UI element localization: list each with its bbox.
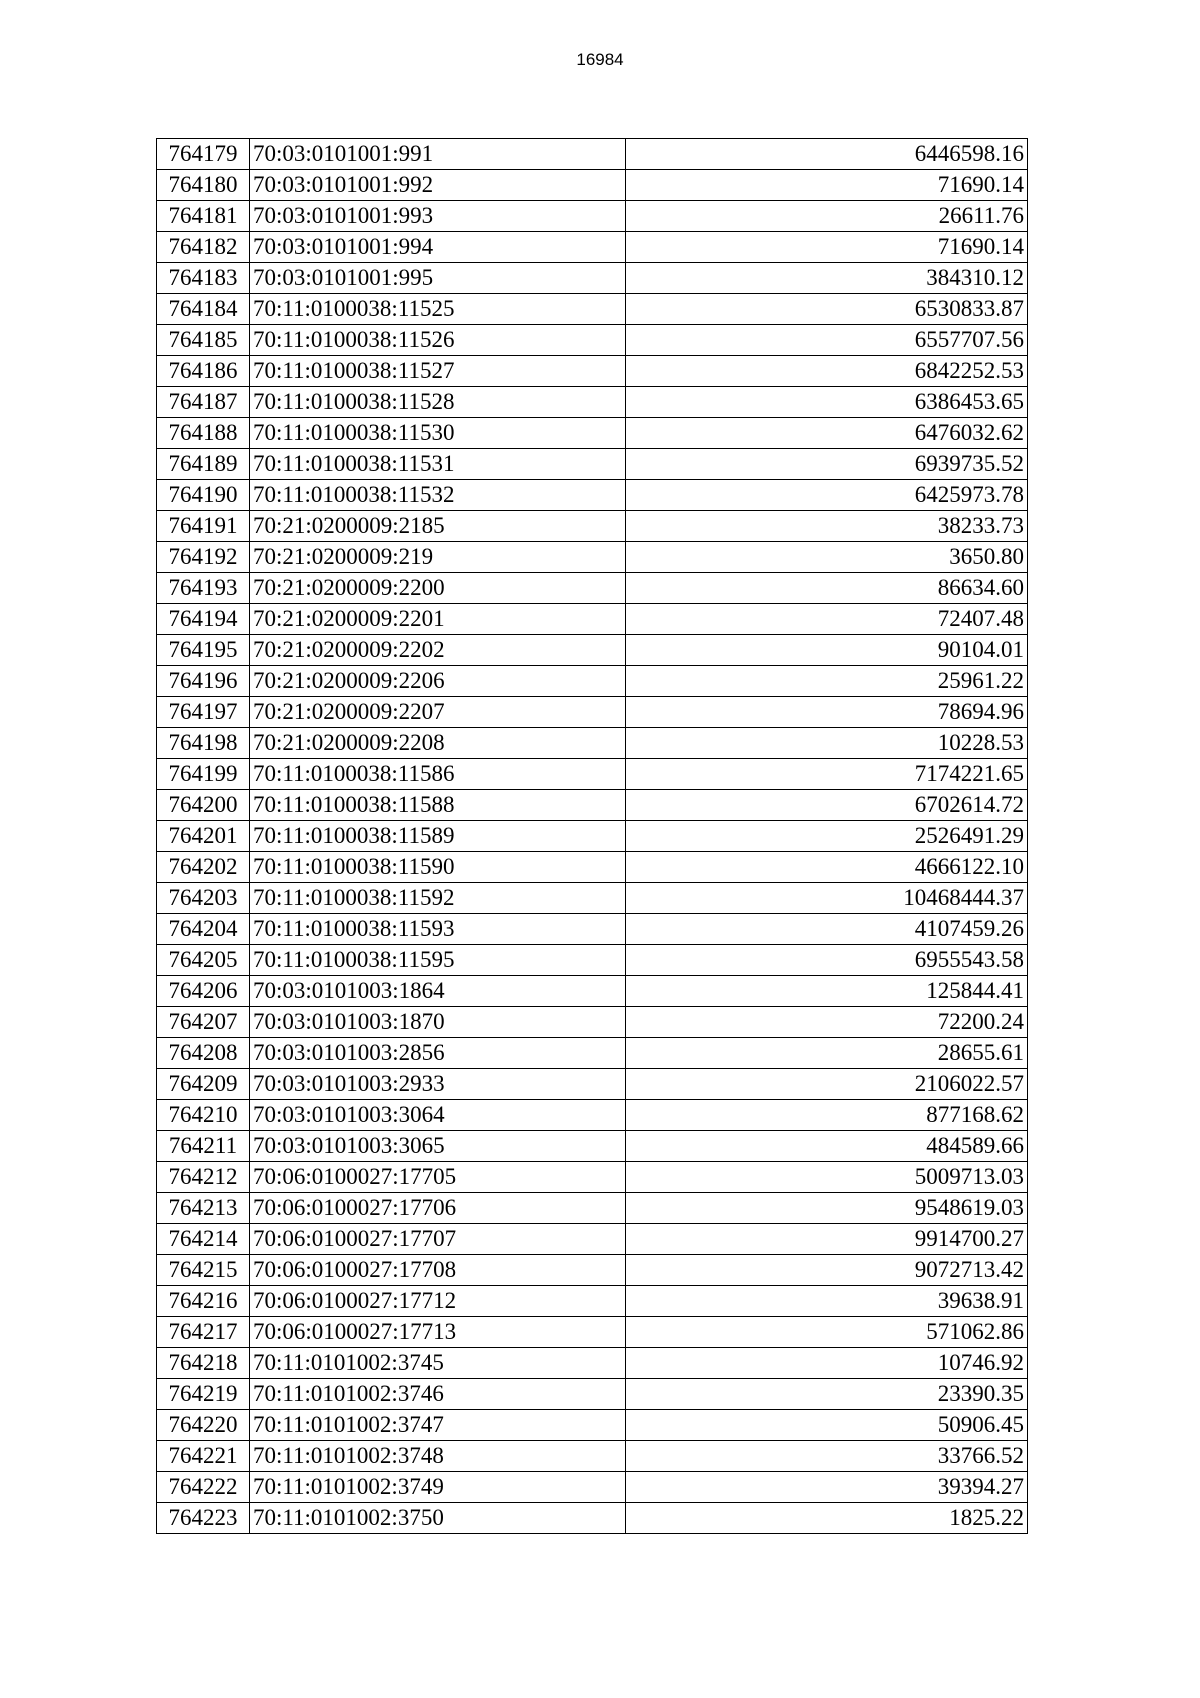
value-cell: 571062.86 — [626, 1317, 1028, 1348]
row-id-cell: 764196 — [157, 666, 250, 697]
table-row — [157, 728, 1028, 759]
table-row — [157, 1441, 1028, 1472]
cadastral-number-cell: 70:11:0100038:11588 — [250, 790, 626, 821]
value-cell: 25961.22 — [626, 666, 1028, 697]
row-id-cell: 764221 — [157, 1441, 250, 1472]
value-cell: 71690.14 — [626, 170, 1028, 201]
value-cell: 23390.35 — [626, 1379, 1028, 1410]
table-row — [157, 1100, 1028, 1131]
table-row — [157, 232, 1028, 263]
value-cell: 33766.52 — [626, 1441, 1028, 1472]
cadastral-number-cell: 70:11:0100038:11590 — [250, 852, 626, 883]
table-row — [157, 1162, 1028, 1193]
table-row — [157, 1193, 1028, 1224]
row-id-cell: 764191 — [157, 511, 250, 542]
row-id-cell: 764212 — [157, 1162, 250, 1193]
value-cell: 4107459.26 — [626, 914, 1028, 945]
cadastral-number-cell: 70:11:0101002:3748 — [250, 1441, 626, 1472]
row-id-cell: 764188 — [157, 418, 250, 449]
row-id-cell: 764222 — [157, 1472, 250, 1503]
cadastral-number-cell: 70:11:0101002:3750 — [250, 1503, 626, 1534]
value-cell: 10468444.37 — [626, 883, 1028, 914]
value-cell: 38233.73 — [626, 511, 1028, 542]
cadastral-number-cell: 70:21:0200009:2202 — [250, 635, 626, 666]
cadastral-number-cell: 70:06:0100027:17707 — [250, 1224, 626, 1255]
row-id-cell: 764217 — [157, 1317, 250, 1348]
cadastral-number-cell: 70:21:0200009:2207 — [250, 697, 626, 728]
row-id-cell: 764199 — [157, 759, 250, 790]
table-body — [157, 139, 1028, 1534]
table-row — [157, 1503, 1028, 1534]
value-cell: 72407.48 — [626, 604, 1028, 635]
cadastral-number-cell: 70:11:0101002:3746 — [250, 1379, 626, 1410]
value-cell: 7174221.65 — [626, 759, 1028, 790]
row-id-cell: 764187 — [157, 387, 250, 418]
value-cell: 384310.12 — [626, 263, 1028, 294]
value-cell: 5009713.03 — [626, 1162, 1028, 1193]
table-row — [157, 790, 1028, 821]
value-cell: 6476032.62 — [626, 418, 1028, 449]
cadastral-number-cell: 70:03:0101001:995 — [250, 263, 626, 294]
row-id-cell: 764204 — [157, 914, 250, 945]
table-row — [157, 759, 1028, 790]
row-id-cell: 764180 — [157, 170, 250, 201]
page-number: 16984 — [576, 50, 624, 69]
row-id-cell: 764193 — [157, 573, 250, 604]
value-cell: 50906.45 — [626, 1410, 1028, 1441]
cadastral-number-cell: 70:11:0101002:3745 — [250, 1348, 626, 1379]
table-row — [157, 914, 1028, 945]
row-id-cell: 764186 — [157, 356, 250, 387]
table-row — [157, 883, 1028, 914]
cadastral-number-cell: 70:11:0100038:11593 — [250, 914, 626, 945]
value-cell: 6557707.56 — [626, 325, 1028, 356]
table-row — [157, 1255, 1028, 1286]
cadastral-number-cell: 70:11:0101002:3747 — [250, 1410, 626, 1441]
cadastral-number-cell: 70:03:0101003:1870 — [250, 1007, 626, 1038]
row-id-cell: 764179 — [157, 139, 250, 170]
value-cell: 2526491.29 — [626, 821, 1028, 852]
value-cell: 6842252.53 — [626, 356, 1028, 387]
row-id-cell: 764201 — [157, 821, 250, 852]
cadastral-number-cell: 70:11:0100038:11586 — [250, 759, 626, 790]
value-cell: 9914700.27 — [626, 1224, 1028, 1255]
table-row — [157, 139, 1028, 170]
cadastral-number-cell: 70:06:0100027:17712 — [250, 1286, 626, 1317]
table-row — [157, 325, 1028, 356]
cadastral-number-cell: 70:03:0101001:991 — [250, 139, 626, 170]
table-row — [157, 604, 1028, 635]
cadastral-number-cell: 70:21:0200009:2185 — [250, 511, 626, 542]
value-cell: 6939735.52 — [626, 449, 1028, 480]
value-cell: 6530833.87 — [626, 294, 1028, 325]
table-row — [157, 294, 1028, 325]
row-id-cell: 764210 — [157, 1100, 250, 1131]
table-row — [157, 387, 1028, 418]
row-id-cell: 764190 — [157, 480, 250, 511]
value-cell: 72200.24 — [626, 1007, 1028, 1038]
table-row — [157, 976, 1028, 1007]
table-row — [157, 1131, 1028, 1162]
cadastral-number-cell: 70:11:0100038:11527 — [250, 356, 626, 387]
cadastral-number-cell: 70:03:0101001:994 — [250, 232, 626, 263]
value-cell: 28655.61 — [626, 1038, 1028, 1069]
value-cell: 2106022.57 — [626, 1069, 1028, 1100]
table-row — [157, 480, 1028, 511]
cadastral-number-cell: 70:03:0101003:2856 — [250, 1038, 626, 1069]
row-id-cell: 764213 — [157, 1193, 250, 1224]
table-row — [157, 1472, 1028, 1503]
cadastral-number-cell: 70:21:0200009:2206 — [250, 666, 626, 697]
value-cell: 125844.41 — [626, 976, 1028, 1007]
value-cell: 3650.80 — [626, 542, 1028, 573]
table-row — [157, 1348, 1028, 1379]
cadastral-number-cell: 70:03:0101001:993 — [250, 201, 626, 232]
row-id-cell: 764198 — [157, 728, 250, 759]
row-id-cell: 764195 — [157, 635, 250, 666]
table-row — [157, 1379, 1028, 1410]
table-row — [157, 542, 1028, 573]
row-id-cell: 764200 — [157, 790, 250, 821]
row-id-cell: 764218 — [157, 1348, 250, 1379]
cadastral-number-cell: 70:03:0101003:3064 — [250, 1100, 626, 1131]
value-cell: 10746.92 — [626, 1348, 1028, 1379]
cadastral-number-cell: 70:11:0100038:11525 — [250, 294, 626, 325]
table-row — [157, 573, 1028, 604]
row-id-cell: 764182 — [157, 232, 250, 263]
table-row — [157, 1007, 1028, 1038]
cadastral-number-cell: 70:21:0200009:219 — [250, 542, 626, 573]
cadastral-number-cell: 70:03:0101003:2933 — [250, 1069, 626, 1100]
cadastral-number-cell: 70:21:0200009:2200 — [250, 573, 626, 604]
table-row — [157, 945, 1028, 976]
value-cell: 86634.60 — [626, 573, 1028, 604]
table-row — [157, 1069, 1028, 1100]
value-cell: 6386453.65 — [626, 387, 1028, 418]
cadastral-number-cell: 70:06:0100027:17705 — [250, 1162, 626, 1193]
cadastral-number-cell: 70:21:0200009:2201 — [250, 604, 626, 635]
row-id-cell: 764211 — [157, 1131, 250, 1162]
table-row — [157, 635, 1028, 666]
cadastral-number-cell: 70:11:0100038:11592 — [250, 883, 626, 914]
row-id-cell: 764219 — [157, 1379, 250, 1410]
cadastral-number-cell: 70:11:0100038:11526 — [250, 325, 626, 356]
row-id-cell: 764203 — [157, 883, 250, 914]
row-id-cell: 764214 — [157, 1224, 250, 1255]
cadastral-number-cell: 70:06:0100027:17708 — [250, 1255, 626, 1286]
table-row — [157, 697, 1028, 728]
table-row — [157, 418, 1028, 449]
value-cell: 6446598.16 — [626, 139, 1028, 170]
value-cell: 6702614.72 — [626, 790, 1028, 821]
cadastral-number-cell: 70:06:0100027:17713 — [250, 1317, 626, 1348]
value-cell: 10228.53 — [626, 728, 1028, 759]
table-row — [157, 821, 1028, 852]
value-cell: 1825.22 — [626, 1503, 1028, 1534]
value-cell: 71690.14 — [626, 232, 1028, 263]
table-row — [157, 170, 1028, 201]
value-cell: 90104.01 — [626, 635, 1028, 666]
table-row — [157, 449, 1028, 480]
cadastral-number-cell: 70:11:0101002:3749 — [250, 1472, 626, 1503]
row-id-cell: 764207 — [157, 1007, 250, 1038]
cadastral-number-cell: 70:03:0101001:992 — [250, 170, 626, 201]
table-row — [157, 666, 1028, 697]
row-id-cell: 764183 — [157, 263, 250, 294]
cadastral-number-cell: 70:03:0101003:1864 — [250, 976, 626, 1007]
row-id-cell: 764215 — [157, 1255, 250, 1286]
table-row — [157, 1317, 1028, 1348]
table-row — [157, 1286, 1028, 1317]
value-cell: 4666122.10 — [626, 852, 1028, 883]
data-table — [156, 138, 1028, 1534]
table-row — [157, 1038, 1028, 1069]
row-id-cell: 764220 — [157, 1410, 250, 1441]
value-cell: 484589.66 — [626, 1131, 1028, 1162]
table-row — [157, 356, 1028, 387]
row-id-cell: 764184 — [157, 294, 250, 325]
value-cell: 39638.91 — [626, 1286, 1028, 1317]
value-cell: 6425973.78 — [626, 480, 1028, 511]
row-id-cell: 764216 — [157, 1286, 250, 1317]
row-id-cell: 764205 — [157, 945, 250, 976]
table-row — [157, 1410, 1028, 1441]
table-row — [157, 511, 1028, 542]
cadastral-number-cell: 70:11:0100038:11528 — [250, 387, 626, 418]
row-id-cell: 764223 — [157, 1503, 250, 1534]
row-id-cell: 764192 — [157, 542, 250, 573]
value-cell: 6955543.58 — [626, 945, 1028, 976]
cadastral-number-cell: 70:21:0200009:2208 — [250, 728, 626, 759]
row-id-cell: 764189 — [157, 449, 250, 480]
table-row — [157, 201, 1028, 232]
row-id-cell: 764209 — [157, 1069, 250, 1100]
table-row — [157, 1224, 1028, 1255]
cadastral-number-cell: 70:11:0100038:11530 — [250, 418, 626, 449]
value-cell: 9548619.03 — [626, 1193, 1028, 1224]
cadastral-number-cell: 70:11:0100038:11595 — [250, 945, 626, 976]
row-id-cell: 764206 — [157, 976, 250, 1007]
row-id-cell: 764202 — [157, 852, 250, 883]
value-cell: 9072713.42 — [626, 1255, 1028, 1286]
table-row — [157, 263, 1028, 294]
cadastral-number-cell: 70:11:0100038:11589 — [250, 821, 626, 852]
cadastral-number-cell: 70:06:0100027:17706 — [250, 1193, 626, 1224]
cadastral-number-cell: 70:11:0100038:11531 — [250, 449, 626, 480]
value-cell: 78694.96 — [626, 697, 1028, 728]
cadastral-number-cell: 70:03:0101003:3065 — [250, 1131, 626, 1162]
value-cell: 26611.76 — [626, 201, 1028, 232]
value-cell: 39394.27 — [626, 1472, 1028, 1503]
row-id-cell: 764208 — [157, 1038, 250, 1069]
row-id-cell: 764197 — [157, 697, 250, 728]
row-id-cell: 764194 — [157, 604, 250, 635]
value-cell: 877168.62 — [626, 1100, 1028, 1131]
cadastral-number-cell: 70:11:0100038:11532 — [250, 480, 626, 511]
row-id-cell: 764185 — [157, 325, 250, 356]
table-row — [157, 852, 1028, 883]
row-id-cell: 764181 — [157, 201, 250, 232]
